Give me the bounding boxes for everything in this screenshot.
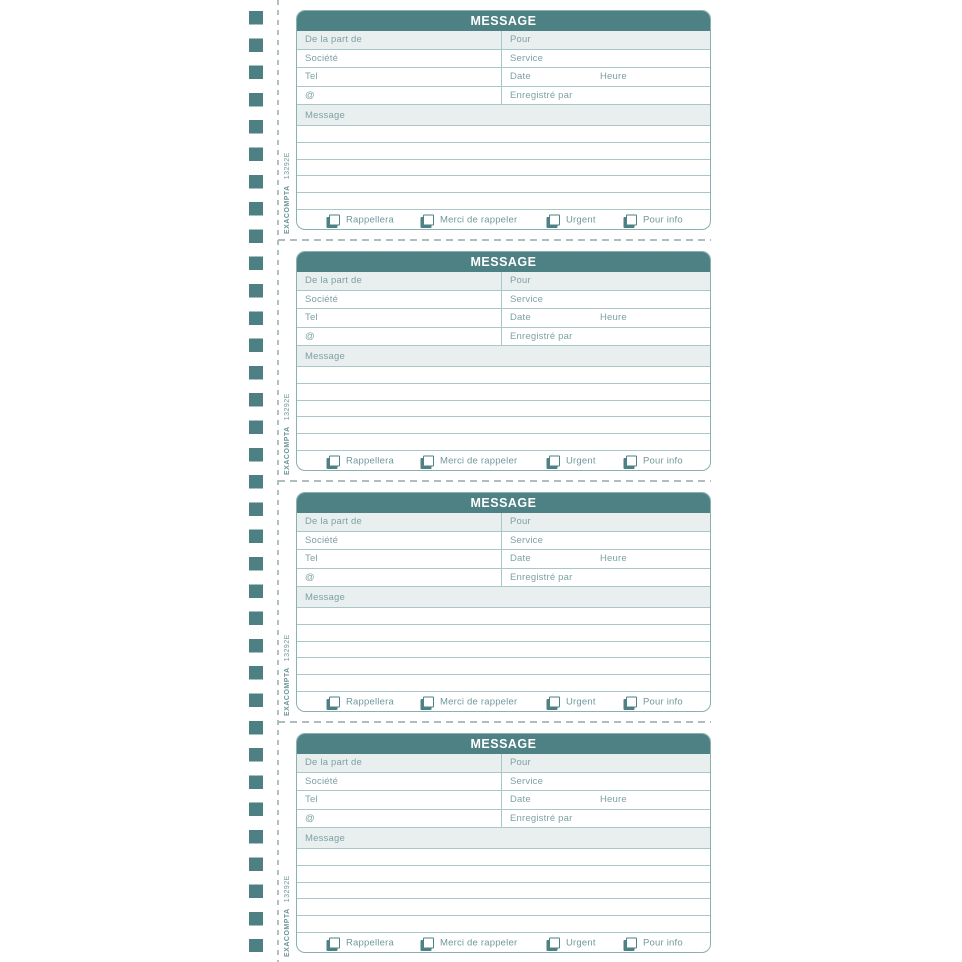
field-time-label: Heure [600,71,627,83]
form-unit [284,251,711,475]
checkbox-icon [549,214,560,225]
field-date-time [502,68,710,87]
form-unit [284,492,711,716]
brand-imprint [283,875,293,957]
field-date-label: Date [510,794,531,806]
checkbox-label: Urgent [566,455,596,466]
field-company-label: Société [305,52,339,64]
checkbox-will-call-back [329,455,394,466]
ruled-line [297,176,710,193]
message-label: Message [305,832,345,844]
ruled-line [297,126,710,143]
field-tel [297,68,502,87]
checkbox-icon [329,696,340,707]
field-email-label: @ [305,89,315,101]
form-fields-grid [297,31,710,105]
checkbox-label: Urgent [566,937,596,948]
ruled-line [297,401,710,418]
checkbox-for-info [626,937,683,948]
field-to-label: Pour [510,757,531,769]
message-pad [284,10,711,957]
brand-name: EXACOMPTA [284,185,291,234]
field-from-label: De la part de [305,34,362,46]
checkbox-icon [626,214,637,225]
ruled-line [297,849,710,866]
field-time-label: Heure [600,794,627,806]
field-service [502,50,710,69]
message-section-header [297,828,710,849]
checkbox-label: Merci de rappeler [440,937,518,948]
ruled-line [297,193,710,210]
field-time-label: Heure [600,312,627,324]
checkbox-label: Merci de rappeler [440,696,518,707]
field-to [502,272,710,291]
checkbox-urgent [549,214,596,225]
checkbox-please-call-back [423,937,517,948]
message-section-header [297,105,710,126]
ruled-line [297,625,710,642]
ruled-line [297,608,710,625]
ruled-line [297,883,710,900]
checkbox-label: Rappellera [346,455,394,466]
field-to [502,31,710,50]
message-label: Message [305,109,345,121]
field-recorded-by-label: Enregistré par [510,571,573,583]
ruled-line [297,160,710,177]
field-recorded-by [502,87,710,106]
ruled-line [297,143,710,160]
ruled-line [297,916,710,933]
checkbox-icon [423,937,434,948]
checkbox-label: Merci de rappeler [440,455,518,466]
form-fields-grid [297,513,710,587]
form-header-title: MESSAGE [470,255,537,269]
ruled-line [297,658,710,675]
field-company [297,773,502,792]
field-tel [297,550,502,569]
field-tel [297,309,502,328]
checkbox-icon [626,937,637,948]
field-company-label: Société [305,534,339,546]
checkbox-will-call-back [329,696,394,707]
field-company [297,532,502,551]
checkbox-label: Merci de rappeler [440,214,518,225]
checkbox-row [297,210,710,229]
field-recorded-by-label: Enregistré par [510,89,573,101]
checkbox-label: Urgent [566,696,596,707]
checkbox-for-info [626,455,683,466]
brand-name: EXACOMPTA [284,908,291,957]
checkbox-label: Pour info [643,696,683,707]
message-section-header [297,346,710,367]
field-tel-label: Tel [305,553,318,565]
message-form-card [296,10,711,230]
form-header-title: MESSAGE [470,737,537,751]
checkbox-label: Pour info [643,937,683,948]
field-service [502,291,710,310]
message-label: Message [305,591,345,603]
field-date-time [502,791,710,810]
field-tel [297,791,502,810]
ruled-line [297,642,710,659]
ruled-line [297,384,710,401]
product-ref: 13292E [284,393,291,421]
field-email-label: @ [305,812,315,824]
field-service-label: Service [510,534,544,546]
field-email [297,328,502,347]
field-date-label: Date [510,553,531,565]
field-tel-label: Tel [305,312,318,324]
field-service-label: Service [510,52,544,64]
ruled-line [297,866,710,883]
checkbox-label: Urgent [566,214,596,225]
spiral-binding-holes [249,11,263,952]
message-writing-lines [297,126,710,210]
message-section-header [297,587,710,608]
checkbox-row [297,933,710,952]
checkbox-urgent [549,455,596,466]
field-date-time [502,550,710,569]
checkbox-icon [423,455,434,466]
ruled-line [297,675,710,692]
field-email-label: @ [305,330,315,342]
checkbox-icon [626,455,637,466]
form-header [297,11,710,31]
field-recorded-by-label: Enregistré par [510,330,573,342]
checkbox-label: Pour info [643,214,683,225]
form-header [297,734,710,754]
form-unit [284,10,711,234]
checkbox-icon [549,937,560,948]
field-to-label: Pour [510,516,531,528]
brand-name: EXACOMPTA [284,426,291,475]
checkbox-icon [549,455,560,466]
form-fields-grid [297,754,710,828]
field-company-label: Société [305,775,339,787]
message-form-card [296,492,711,712]
message-form-card [296,733,711,953]
field-to-label: Pour [510,275,531,287]
field-email [297,569,502,588]
message-writing-lines [297,608,710,692]
field-to [502,513,710,532]
form-header-title: MESSAGE [470,496,537,510]
checkbox-row [297,451,710,470]
field-time-label: Heure [600,553,627,565]
field-tel-label: Tel [305,794,318,806]
checkbox-icon [329,937,340,948]
checkbox-icon [423,696,434,707]
checkbox-row [297,692,710,711]
field-from-label: De la part de [305,757,362,769]
field-recorded-by [502,810,710,829]
field-company [297,50,502,69]
checkbox-will-call-back [329,214,394,225]
message-writing-lines [297,367,710,451]
brand-imprint [283,152,293,234]
checkbox-please-call-back [423,214,517,225]
form-unit [284,733,711,957]
form-header [297,252,710,272]
field-recorded-by [502,569,710,588]
product-ref: 13292E [284,634,291,662]
field-service [502,532,710,551]
checkbox-urgent [549,937,596,948]
field-recorded-by [502,328,710,347]
ruled-line [297,367,710,384]
field-company [297,291,502,310]
ruled-line [297,417,710,434]
brand-imprint [283,393,293,475]
field-date-label: Date [510,312,531,324]
product-ref: 13292E [284,875,291,903]
checkbox-icon [423,214,434,225]
field-email [297,810,502,829]
checkbox-urgent [549,696,596,707]
field-service [502,773,710,792]
field-recorded-by-label: Enregistré par [510,812,573,824]
field-date-label: Date [510,71,531,83]
field-service-label: Service [510,775,544,787]
field-tel-label: Tel [305,71,318,83]
checkbox-please-call-back [423,455,517,466]
message-writing-lines [297,849,710,933]
field-from [297,754,502,773]
checkbox-label: Rappellera [346,937,394,948]
product-ref: 13292E [284,152,291,180]
checkbox-icon [329,214,340,225]
field-date-time [502,309,710,328]
checkbox-icon [549,696,560,707]
field-from-label: De la part de [305,516,362,528]
ruled-line [297,899,710,916]
checkbox-will-call-back [329,937,394,948]
form-fields-grid [297,272,710,346]
checkbox-for-info [626,214,683,225]
ruled-line [297,434,710,451]
field-from [297,272,502,291]
field-from-label: De la part de [305,275,362,287]
field-to [502,754,710,773]
checkbox-icon [626,696,637,707]
checkbox-icon [329,455,340,466]
field-email-label: @ [305,571,315,583]
checkbox-label: Rappellera [346,696,394,707]
checkbox-please-call-back [423,696,517,707]
form-header-title: MESSAGE [470,14,537,28]
checkbox-label: Pour info [643,455,683,466]
field-from [297,31,502,50]
brand-imprint [283,634,293,716]
field-service-label: Service [510,293,544,305]
brand-name: EXACOMPTA [284,667,291,716]
field-to-label: Pour [510,34,531,46]
message-label: Message [305,350,345,362]
field-from [297,513,502,532]
checkbox-label: Rappellera [346,214,394,225]
field-company-label: Société [305,293,339,305]
message-form-card [296,251,711,471]
form-header [297,493,710,513]
field-email [297,87,502,106]
checkbox-for-info [626,696,683,707]
